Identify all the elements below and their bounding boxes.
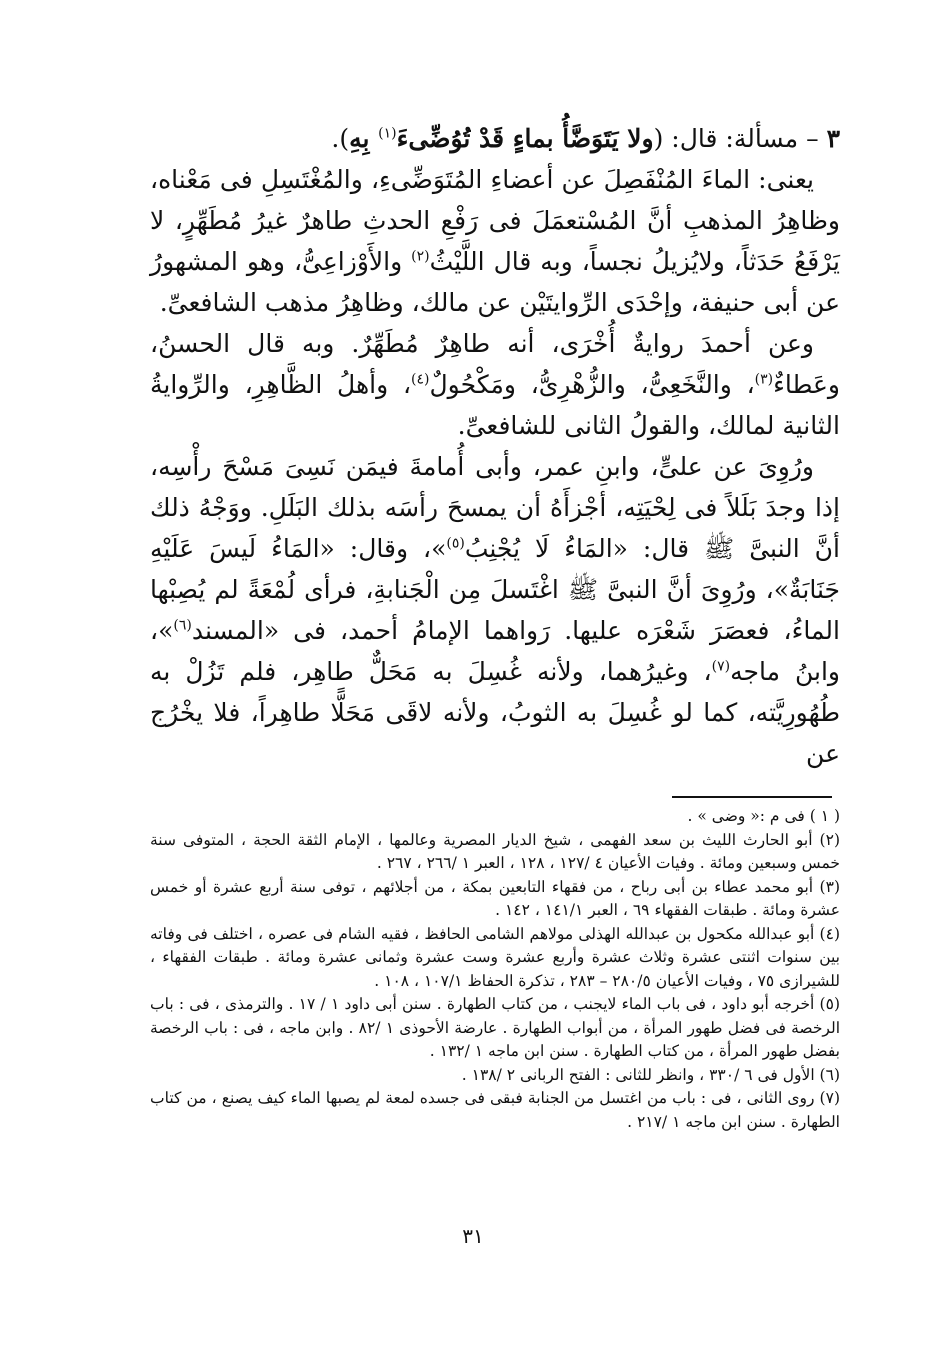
footnote-marker: (٧) xyxy=(711,658,731,675)
page-number: ٣١ xyxy=(462,1224,484,1248)
footnote: ( ١ ) فى م :« وضى » . xyxy=(687,807,840,825)
footnote-marker: (٦) xyxy=(173,617,192,634)
paragraph-text: »، وقال: «المَاءُ لَيسَ عَلَيْهِ جَنَابَةٌ»، ورُوِىَ أنَّ النبىَّ ﷺ اغْتَسلَ مِن الْجَنابةِ، فرأى لُمْعَةً لم يُصِبْها الماءُ، فعصَرَ شَعْرَه عليها. رَواهما الإمامُ أحمد، فى «المسند xyxy=(150,534,840,645)
paragraph-text: ورُوِىَ عن علىٍّ، وابنِ عمر، وأبى أُمامةَ فيمَن نَسِىَ مَسْحَ رأْسِه، إذا وجدَ بَلَلاً فى لِحْيَتِه، أجْزأَهُ أن يمسحَ رأسَه بذلك البَلَلِ. ووَجْهُ ذلك أنَّ النبىَّ ﷺ قال: «المَاءُ لَا يُجْنِبُ xyxy=(150,452,840,563)
footnote-marker: (٢) xyxy=(411,248,430,265)
paragraph xyxy=(150,446,840,774)
issue-quote-end: بِهِ xyxy=(349,124,379,153)
main-text xyxy=(150,118,840,774)
footnote: (٣) أبو محمد عطاء بن أبى رباح ، من فقهاء التابعين بمكة ، من أجلائهم ، توفى سنة أربع عشرة أو خمس عشرة ومائة . طبقات الفقهاء ٦٩ ، العبر ١٤١/١ ، ١٤٢ . xyxy=(150,877,840,919)
footnote: (٧) روى الثانى ، فى : باب من اغتسل من الجنابة فبقى فى جسده لمعة لم يصبها الماء كيف يصنع ، من كتاب الطهارة . سنن ابن ماجه ١ /٢١٧ . xyxy=(150,1089,840,1131)
paragraph-text: ، والنَّخَعِىُّ، والزُّهْرِىُّ، ومَكْحُولٌ xyxy=(429,370,755,399)
footnote: (٥) أخرجه أبو داود ، فى باب الماء لايجنب ، من كتاب الطهارة . سنن أبى داود ١ / ١٧ . والترمذى ، فى : باب الرخصة فى فضل طهور المرأة ، من أبواب الطهارة . عارضة الأحوذى ١ /٨٢ . وابن ماجه ، فى : باب الرخصة بفضل طهور المرأة ، من كتاب الطهارة . سنن ابن ماجه ١ /١٣٢ . xyxy=(150,995,841,1060)
issue-number: ٣ xyxy=(826,124,840,153)
paragraph-text: يعنى: الماءَ المُنْفَصِلَ عن أعضاءِ المُتَوَضِّىءِ، والمُغْتَسِلِ فى مَعْناه، وظاهِرُ المذهبِ أنَّ المُسْتعمَلَ فى رَفْعِ الحدثِ طاهرٌ غيرُ مُطَهِّرٍ، لا يَرْفَعُ حَدَثاً، ولايُزيلُ نجساً، وبه قال اللَّيْثُ xyxy=(150,165,840,276)
footnotes xyxy=(150,805,840,1134)
footnote: (٦) الأول فى ٦ /٣٣٠ ، وانظر للثانى : الفتح الربانى ٢ /١٣٨ . xyxy=(461,1065,840,1084)
paragraph-text: ، وغيرُهما، ولأنه غُسِلَ به مَحَلٌّ طاهِر، فلم تَزُلْ به طُهُورِيَّته، كما لو غُسِلَ به الثوبُ، ولأنه لاقَى مَحَلًّا طاهِراً، فلا يخْرُج عن xyxy=(150,657,840,768)
issue-heading xyxy=(150,118,840,159)
paragraph xyxy=(150,323,840,446)
paragraph-text: والأَوْزاعِىُّ، وهو المشهورُ عن أبى حنيفة، وإحْدَى الرِّوايتَيْن عن مالك، وظاهِرُ مذهب الشافعىِّ. xyxy=(150,247,840,317)
footnote-marker: (٣) xyxy=(754,371,774,388)
footnote-separator xyxy=(672,796,832,798)
footnote-marker: (١) xyxy=(378,125,397,142)
footnote: (٢) أبو الحارث الليث بن سعد الفهمى ، شيخ الديار المصرية وعالمها ، الإمام الثقة الحجة ، المتوفى سنة خمس وسبعين ومائة . وفيات الأعيان ٤ /١٢٧ ، ١٢٨ ، العبر ١ /٢٦٦ ، ٢٦٧ . xyxy=(150,830,840,872)
paragraph-text: »، وابنُ ماجه xyxy=(150,616,840,686)
issue-tail: ). xyxy=(331,124,350,153)
footnote-marker: (٥) xyxy=(446,535,465,552)
footnote: (٤) أبو عبدالله مكحول بن عبدالله الهذلى مولاهم الشامى الحافظ ، فقيه الشام فى عصره ، اختلف فى وفاته بين سنوات اثنتى عشرة وثلاث عشرة وأربع عشرة وست عشرة وثمانى عشرة ومائة . طبقات الفقهاء ، للشيرازى ٧٥ ، وفيات الأعيان ٢٨٠/٥ – ٢٨٣ ، تذكرة الحفاظ ١٠٧/١ ، ١٠٨ . xyxy=(150,924,840,990)
footnote-marker: (٤) xyxy=(411,371,430,388)
paragraph xyxy=(150,159,840,323)
paragraph-text: ، وأهلُ الظَّاهِرِ، والرِّوايةُ الثانية لمالك، والقولُ الثانى للشافعىِّ. xyxy=(150,370,840,440)
paragraph-text: وعن أحمدَ روايةٌ أُخْرَى، أنه طاهِرٌ مُطَهِّرٌ. وبه قال الحسنُ، وعَطاءٌ xyxy=(150,329,840,399)
issue-quote: ولا يَتَوَضَّأُ بماءٍ قَدْ تُوُضِّىءَ xyxy=(396,124,654,153)
issue-lead: – مسألة: قال: ( xyxy=(653,124,819,153)
paragraphs xyxy=(150,159,840,774)
